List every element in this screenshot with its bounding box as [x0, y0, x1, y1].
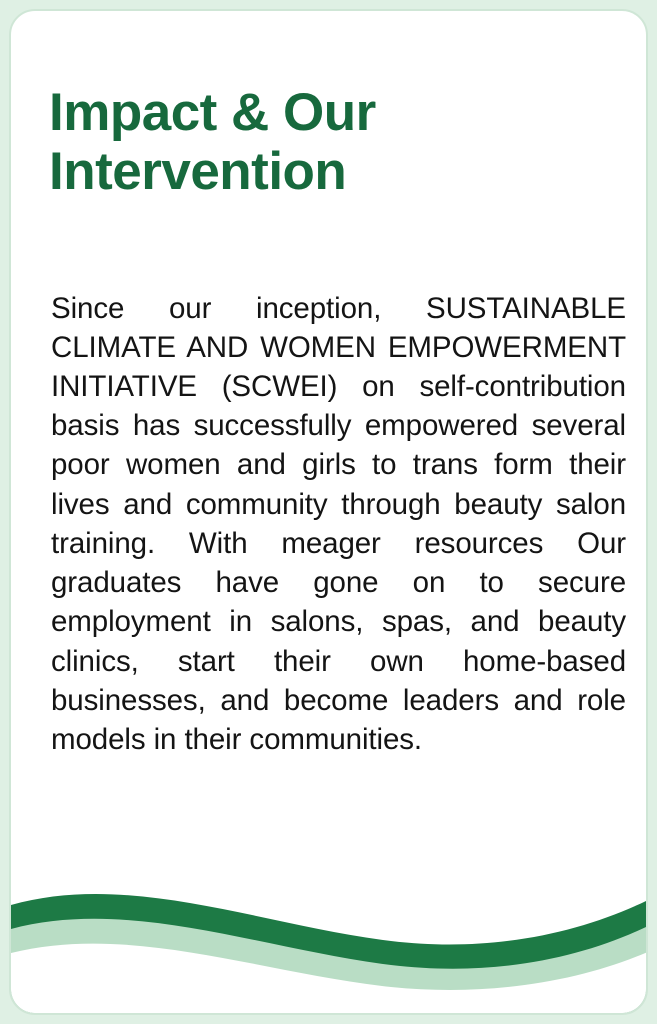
wave-graphic — [11, 813, 648, 1013]
content-card — [9, 9, 648, 1015]
page-title: Impact & Our Intervention — [49, 82, 376, 201]
body-paragraph: Since our inception, SUSTAINABLE CLIMATE AND WOMEN EMPOWERMENT INITIATIVE (SCWEI) on self-contribution basis has successfully empowered several poor women and girls to trans form their lives and community through beauty salon training. With meager resources Our graduates have gone on to secure employment in salons, spas, and beauty clinics, start their own home-based businesses, and become leaders and role models in their communities. — [51, 291, 626, 757]
wave-decoration — [11, 813, 648, 1013]
